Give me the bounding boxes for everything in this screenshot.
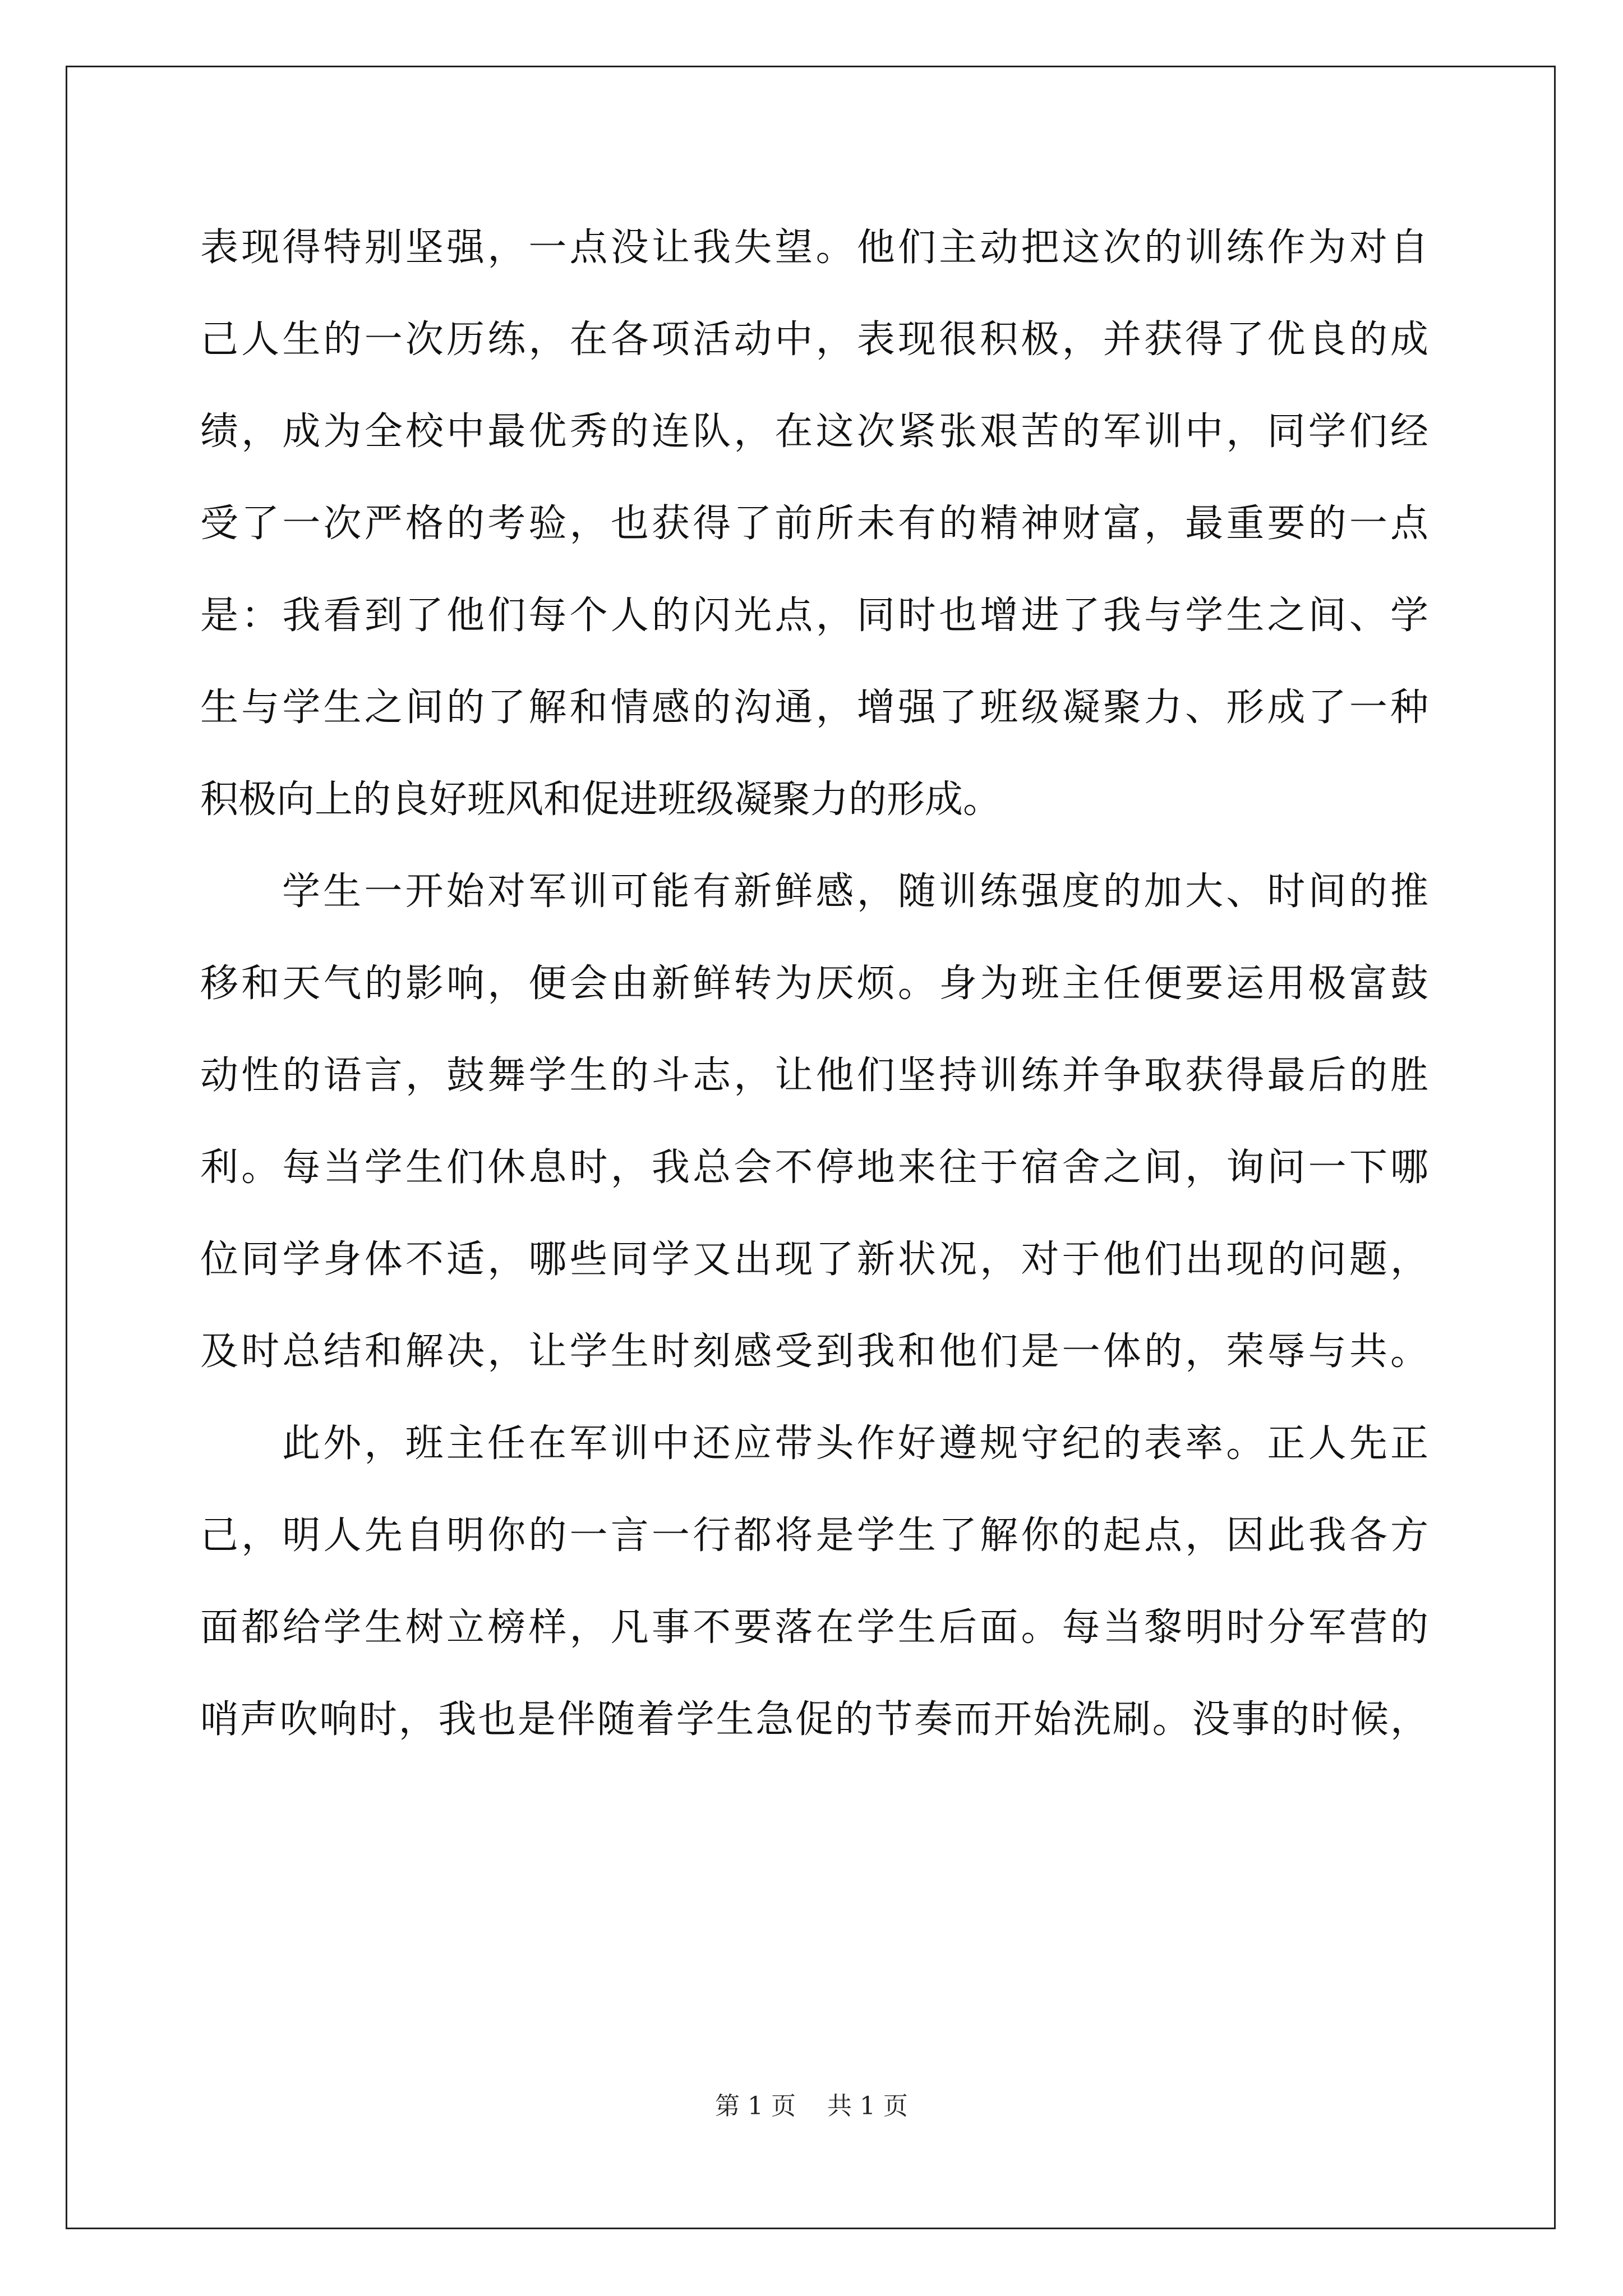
text-line: 此外，班主任在军训中还应带头作好遵规守纪的表率。正人先正 bbox=[282, 1421, 1428, 1466]
text-line: 绩，成为全校中最优秀的连队，在这次紧张艰苦的军训中，同学们经 bbox=[200, 409, 1428, 454]
text-line: 动性的语言，鼓舞学生的斗志，让他们坚持训练并争取获得最后的胜 bbox=[200, 1053, 1428, 1098]
text-line: 是：我看到了他们每个人的闪光点，同时也增进了我与学生之间、学 bbox=[200, 593, 1428, 638]
text-line: 移和天气的影响，便会由新鲜转为厌烦。身为班主任便要运用极富鼓 bbox=[200, 961, 1428, 1006]
text-line: 积极向上的良好班风和促进班级凝聚力的形成。 bbox=[200, 777, 1002, 822]
text-line: 利。每当学生们休息时，我总会不停地来往于宿舍之间，询问一下哪 bbox=[200, 1145, 1428, 1190]
page-number-footer: 第 1 页 共 1 页 bbox=[715, 2092, 908, 2120]
text-line: 生与学生之间的了解和情感的沟通，增强了班级凝聚力、形成了一种 bbox=[200, 685, 1428, 730]
text-line: 己，明人先自明你的一言一行都将是学生了解你的起点，因此我各方 bbox=[200, 1513, 1428, 1558]
text-line: 位同学身体不适，哪些同学又出现了新状况，对于他们出现的问题， bbox=[200, 1237, 1428, 1282]
document-body bbox=[200, 202, 1428, 1766]
text-line: 己人生的一次历练，在各项活动中，表现很积极，并获得了优良的成 bbox=[200, 318, 1428, 362]
text-line: 学生一开始对军训可能有新鲜感，随训练强度的加大、时间的推 bbox=[282, 869, 1428, 914]
text-line: 面都给学生树立榜样，凡事不要落在学生后面。每当黎明时分军营的 bbox=[200, 1605, 1428, 1650]
text-line: 哨声吹响时，我也是伴随着学生急促的节奏而开始洗刷。没事的时候， bbox=[200, 1697, 1428, 1742]
text-line: 受了一次严格的考验，也获得了前所未有的精神财富，最重要的一点 bbox=[200, 501, 1428, 546]
text-line: 表现得特别坚强，一点没让我失望。他们主动把这次的训练作为对自 bbox=[200, 226, 1428, 270]
text-line: 及时总结和解决，让学生时刻感受到我和他们是一体的，荣辱与共。 bbox=[200, 1329, 1428, 1374]
